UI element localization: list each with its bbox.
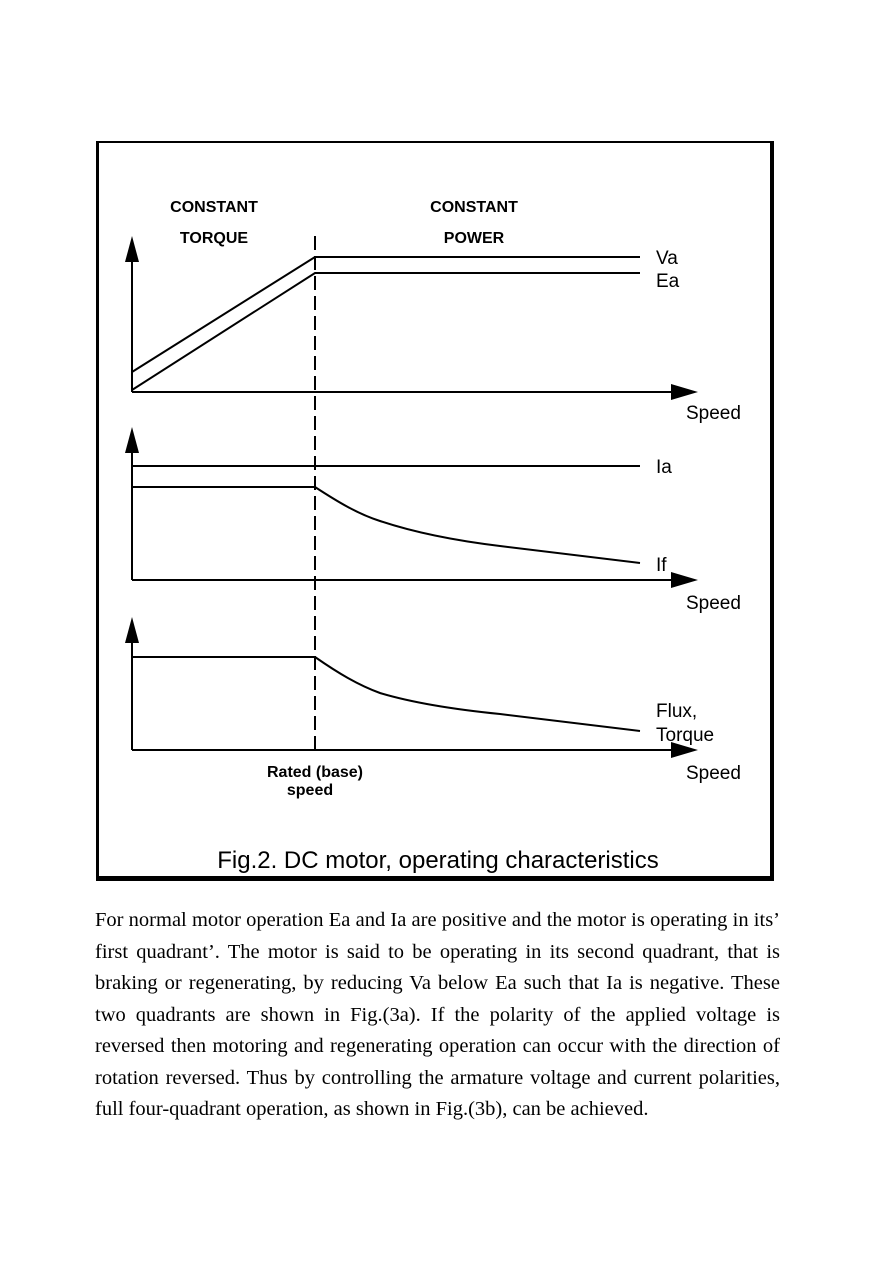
va-curve <box>132 257 640 372</box>
constant-torque-label-2: TORQUE <box>179 230 249 247</box>
rated-speed-label-2: speed <box>286 782 334 799</box>
ea-curve <box>132 273 640 390</box>
middle-x-axis-arrow-icon <box>671 572 698 588</box>
middle-speed-label: Speed <box>686 593 741 614</box>
constant-power-label-1: CONSTANT <box>430 199 518 216</box>
middle-y-axis-arrow-icon <box>125 427 139 453</box>
top-plot <box>125 236 741 424</box>
bottom-speed-label: Speed <box>686 763 741 784</box>
flux-torque-curve <box>132 657 640 731</box>
va-label: Va <box>656 248 678 269</box>
ia-label: Ia <box>656 457 672 478</box>
top-x-axis-arrow-icon <box>671 384 698 400</box>
if-label: If <box>656 555 667 576</box>
bottom-plot <box>125 617 741 784</box>
constant-torque-label-1: CONSTANT <box>170 199 258 216</box>
middle-plot <box>125 427 741 614</box>
top-speed-label: Speed <box>686 403 741 424</box>
rated-speed-label-1: Rated (base) <box>266 764 364 781</box>
figure-caption: Fig.2. DC motor, operating characteristics <box>217 847 659 874</box>
bottom-y-axis-arrow-icon <box>125 617 139 643</box>
ea-label: Ea <box>656 271 680 292</box>
flux-label: Flux, <box>656 701 698 722</box>
torque-label: Torque <box>656 725 715 746</box>
top-y-axis-arrow-icon <box>125 236 139 262</box>
body-paragraph: For normal motor operation Ea and Ia are positive and the motor is operating in its’ first quadrant’. The motor is said to be operating in its second quadrant, that is braking or regenerating, by reducing Va below Ea such that Ia is negative. These two quadrants are shown in Fig.(3a). If the polarity of the applied voltage is reversed then motoring and regenerating operation can occur with the direction of rotation reversed. Thus by controlling the armature voltage and current polarities, full four-quadrant operation, as shown in Fig.(3b), can be achieved. <box>95 909 780 1120</box>
if-curve <box>132 487 640 563</box>
constant-power-label-2: POWER <box>443 230 505 247</box>
